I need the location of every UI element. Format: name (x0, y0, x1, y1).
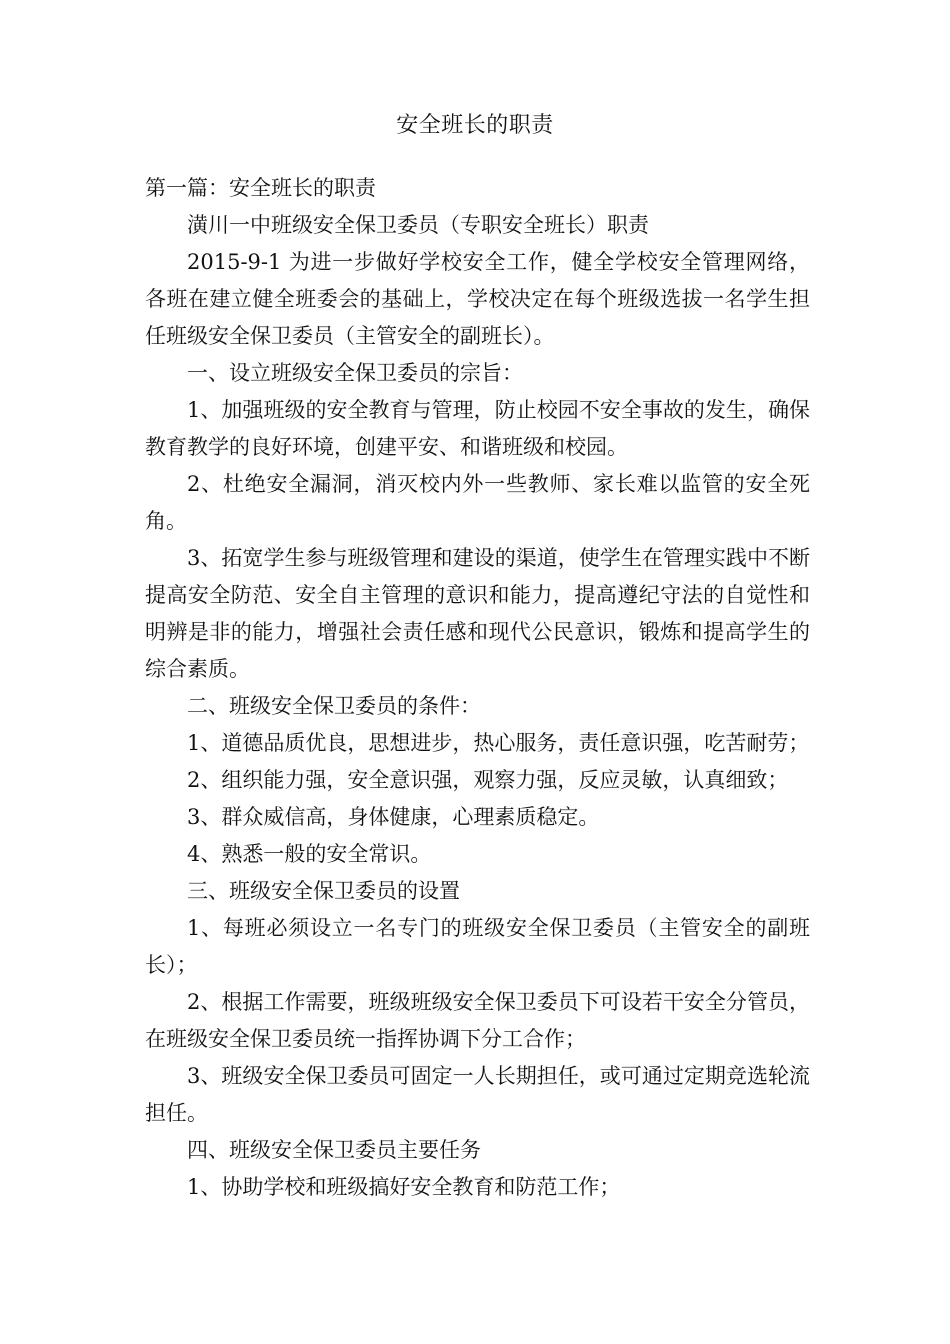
paragraph-setup-2: 2、根据工作需要，班级班级安全保卫委员下可设若干安全分管员，在班级安全保卫委员统一指挥协调下分工合作； (145, 990, 810, 1051)
paragraph-task-1: 1、协助学校和班级搞好安全教育和防范工作； (187, 1175, 621, 1199)
paragraph-condition-3: 3、群众威信高，身体健康，心理素质稳定。 (187, 805, 600, 829)
paragraph-setup-3: 3、班级安全保卫委员可固定一人长期担任，或可通过定期竞选轮流担任。 (145, 1064, 810, 1125)
paragraph-intro: 2015-9-1 为进一步做好学校安全工作，健全学校安全管理网络，各班在建立健全班委会的基础上，学校决定在每个班级选拔一名学生担任班级安全保卫委员（主管安全的副班长）。 (145, 250, 810, 348)
paragraph-purpose-2: 2、杜绝安全漏洞，消灭校内外一些教师、家长难以监管的安全死角。 (145, 472, 810, 533)
section-heading-tasks: 四、班级安全保卫委员主要任务 (187, 1138, 481, 1162)
document-title: 安全班长的职责 (396, 113, 554, 138)
paragraph-purpose-1: 1、加强班级的安全教育与管理，防止校园不安全事故的发生，确保教育教学的良好环境，创建平安、和谐班级和校园。 (145, 398, 810, 459)
paragraph-setup-1: 1、每班必须设立一名专门的班级安全保卫委员（主管安全的副班长）； (145, 916, 810, 977)
document-body (145, 170, 810, 1206)
paragraph-condition-4: 4、熟悉一般的安全常识。 (187, 842, 432, 866)
section-heading-setup: 三、班级安全保卫委员的设置 (187, 879, 460, 903)
section-heading-purpose: 一、设立班级安全保卫委员的宗旨： (187, 361, 523, 385)
section-heading-chapter: 第一篇：安全班长的职责 (145, 176, 376, 200)
paragraph-condition-2: 2、组织能力强，安全意识强，观察力强，反应灵敏，认真细致； (187, 768, 789, 792)
section-heading-conditions: 二、班级安全保卫委员的条件： (187, 694, 481, 718)
paragraph-purpose-3: 3、拓宽学生参与班级管理和建设的渠道，使学生在管理实践中不断提高安全防范、安全自主管理的意识和能力，提高遵纪守法的自觉性和明辨是非的能力，增强社会责任感和现代公民意识，锻炼和提高学生的综合素质。 (145, 546, 810, 681)
paragraph-condition-1: 1、道德品质优良，思想进步，热心服务，责任意识强，吃苦耐劳； (187, 731, 810, 755)
paragraph-subtitle: 潢川一中班级安全保卫委员（专职安全班长）职责 (187, 213, 649, 237)
